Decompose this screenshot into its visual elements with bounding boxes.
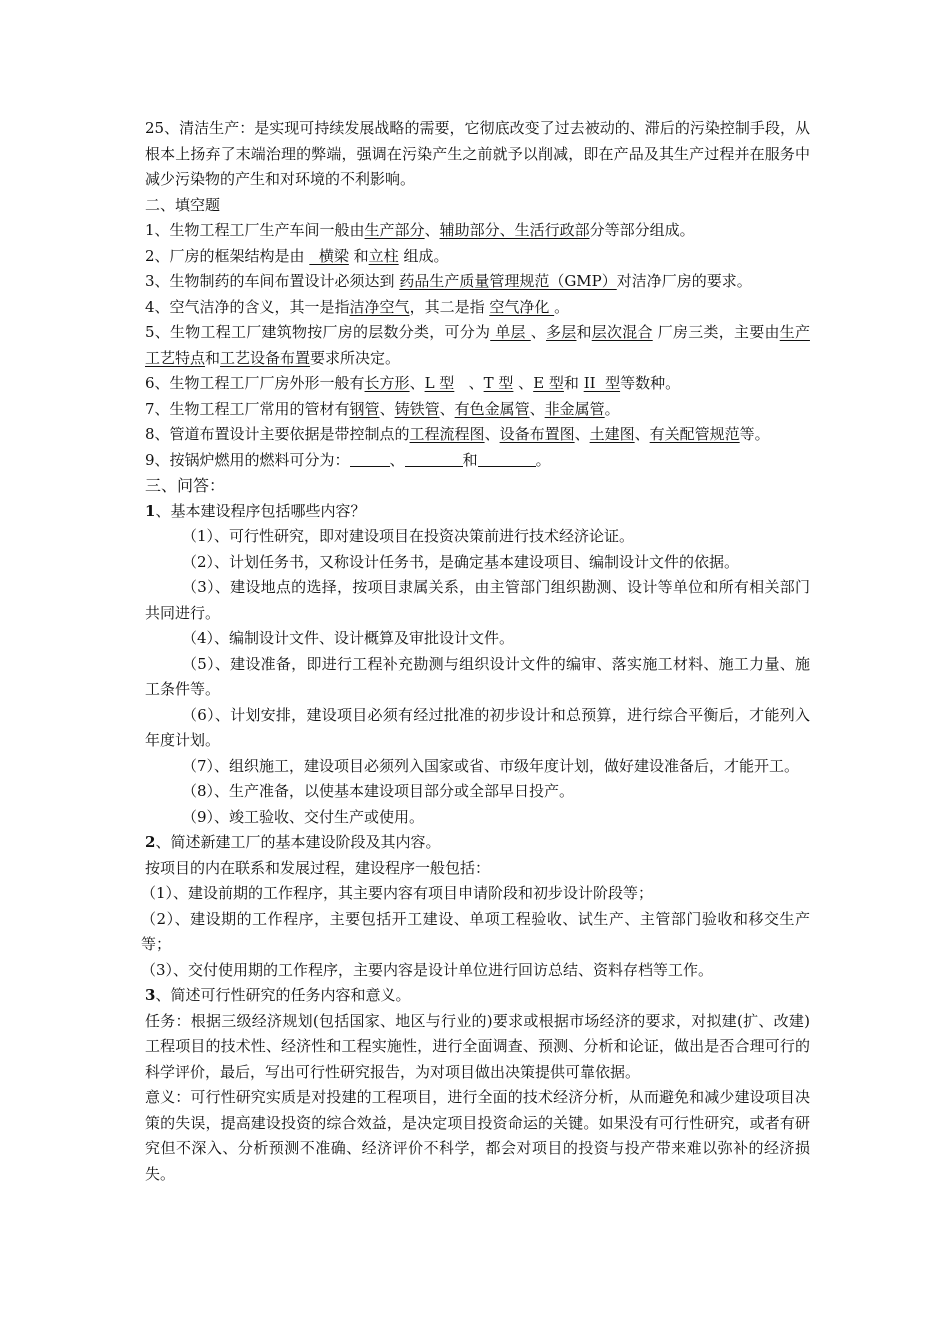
blank-line — [405, 450, 463, 467]
qa2-intro: 按项目的内在联系和发展过程，建设程序一般包括： — [145, 858, 491, 877]
answer: 立柱 — [368, 246, 399, 265]
qa2-item: （3）、交付使用期的工作程序，主要内容是设计单位进行回访总结、资料存档等工作。 — [141, 960, 714, 979]
answer: 工程流程图 — [409, 425, 485, 443]
qa3-title: 3、简述可行性研究的任务内容和意义。 — [145, 986, 411, 1004]
qa1-item: （9）、竣工验收、交付生产或使用。 — [182, 807, 425, 826]
qa1-item: （5）、建设准备，即进行工程补充勘测与组织设计文件的编审、落实施工材料、施工力量、施工条件等。 — [145, 654, 810, 698]
answer: L 型 — [424, 374, 455, 392]
answer: 空气净化 — [489, 297, 555, 316]
fill-q1: 1、生物工程工厂生产车间一般由生产部分、辅助部分、生活行政部分等部分组成。 — [145, 221, 695, 239]
answer: 洁净空气 — [349, 297, 410, 316]
para-25: 25、清洁生产：是实现可持续发展战略的需要，它彻底改变了过去被动的、滞后的污染控制手段，从根本上扬弃了末端治理的弊端，强调在污染产生之前就予以削减，即在产品及其生产过程并在服务中减少污染物的产生和对环境的不利影响。 — [145, 119, 810, 188]
qa1-item: （2）、计划任务书，又称设计任务书，是确定基本建设项目、编制设计文件的依据。 — [182, 552, 740, 571]
qa1-item: （3）、建设地点的选择，按项目隶属关系，由主管部门组织勘测、设计等单位和所有相关部门共同进行。 — [145, 578, 810, 622]
answer: 土建图 — [589, 425, 635, 443]
qa1-title: 1、基本建设程序包括哪些内容？ — [145, 501, 366, 520]
answer: 横梁 — [309, 246, 349, 265]
answer: 有色金属管 — [454, 399, 530, 418]
answer: 辅助部分、生活行政部 — [439, 221, 590, 239]
qa1-item: （7）、组织施工，建设项目必须列入国家或省、市级年度计划，做好建设准备后，才能开工。 — [182, 756, 800, 775]
fill-q3: 3、生物制药的车间布置设计必须达到 药品生产质量管理规范（GMP）对洁净厂房的要求。 — [145, 272, 752, 290]
section-heading-qa: 三、问答： — [145, 476, 226, 495]
answer: 非金属管 — [544, 399, 605, 418]
answer: 药品生产质量管理规范（GMP） — [399, 272, 617, 290]
answer: 多层 — [545, 323, 577, 341]
qa2-item: （1）、建设前期的工作程序，其主要内容有项目申请阶段和初步设计阶段等； — [141, 884, 654, 902]
fill-q6: 6、生物工程工厂厂房外形一般有长方形、L 型 、T 型 、E 型和 II 型等数种。 — [145, 374, 681, 392]
fill-q8: 8、管道布置设计主要依据是带控制点的工程流程图、设备布置图、土建图、有关配管规范等。 — [145, 425, 770, 443]
answer: 长方形 — [364, 374, 410, 392]
answer: T 型 — [483, 374, 514, 392]
answer: 层次混合 — [591, 323, 653, 341]
answer: 生产部分 — [364, 221, 425, 239]
qa2-title: 2、简述新建工厂的基本建设阶段及其内容。 — [145, 833, 441, 851]
qa1-item: （6）、计划安排，建设项目必须有经过批准的初步设计和总预算，进行综合平衡后，才能列入年度计划。 — [145, 705, 810, 749]
fill-q7: 7、生物工程工厂常用的管材有钢管、铸铁管、有色金属管、非金属管。 — [145, 399, 620, 418]
section-heading-fill: 二、填空题 — [145, 195, 221, 214]
answer: 铸铁管 — [394, 399, 440, 418]
blank-line — [478, 450, 536, 467]
fill-q2: 2、厂房的框架结构是由 横梁 和立柱 组成。 — [145, 246, 449, 265]
fill-q5: 5、生物工程工厂建筑物按厂房的层数分类，可分为 单层 、多层和层次混合 厂房三类，主要由生产工艺特点和工艺设备布置要求所决定。 — [145, 323, 810, 367]
qa1-item: （1）、可行性研究，即对建设项目在投资决策前进行技术经济论证。 — [182, 527, 635, 545]
fill-q4: 4、空气洁净的含义，其一是指洁净空气，其二是指 空气净化 。 — [145, 297, 570, 316]
answer: 有关配管规范 — [649, 425, 740, 443]
document-page — [141, 116, 810, 1187]
qa1-item: （4）、编制设计文件、设计概算及审批设计文件。 — [182, 629, 515, 647]
answer: 设备布置图 — [499, 425, 575, 443]
qa3-task: 任务：根据三级经济规划(包括国家、地区与行业的)要求或根据市场经济的要求，对拟建(扩、改建)工程项目的技术性、经济性和工程实施性，进行全面调查、预测、分析和论证，做出是否合理可行的科学评价，最后，写出可行性研究报告，为对项目做出决策提供可靠依据。 — [145, 1011, 810, 1081]
answer: 生产工艺特点 — [145, 323, 810, 367]
fill-q9: 9、按锅炉燃用的燃料可分为： 、 和 。 — [145, 450, 551, 469]
answer: 工艺设备布置 — [220, 348, 311, 367]
answer: 单层 — [490, 323, 531, 341]
blank-line — [350, 450, 390, 467]
answer: E 型 — [533, 374, 564, 392]
qa1-item: （8）、生产准备，以使基本建设项目部分或全部早日投产。 — [182, 782, 575, 800]
answer: 钢管 — [349, 399, 380, 418]
qa3-meaning: 意义：可行性研究实质是对投建的工程项目，进行全面的技术经济分析，从而避免和减少建设项目决策的失误，提高建设投资的综合效益，是决定项目投资命运的关键。如果没有可行性研究，或者有研究但不深入、分析预测不准确、经济评价不科学，都会对项目的投资与投产带来难以弥补的经济损失。 — [145, 1088, 810, 1183]
qa2-item: （2）、建设期的工作程序，主要包括开工建设、单项工程验收、试生产、主管部门验收和移交生产等； — [141, 909, 810, 953]
answer: II 型 — [583, 374, 621, 392]
